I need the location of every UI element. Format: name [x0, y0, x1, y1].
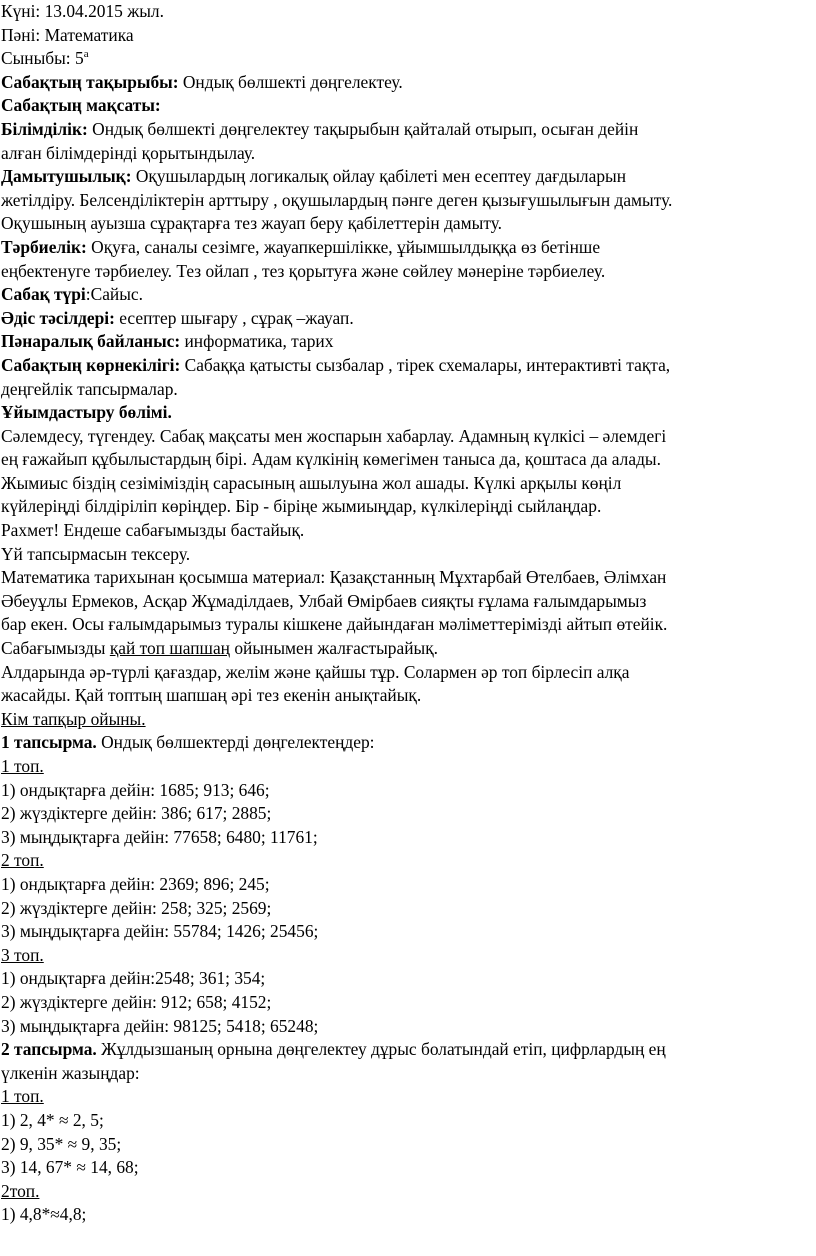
- organization-paragraph-line: күйлеріңді білдіріліп көріңдер. Бір - біріңе жымиыңдар, күлкілеріңді сыйлаңдар.: [1, 496, 602, 517]
- task2-item: 2) 9, 35* ≈ 9, 35;: [1, 1133, 122, 1154]
- upbringing-goal-label: Тәрбиелік:: [1, 236, 87, 257]
- upbringing-goal-line-2: еңбектенуге тәрбиелеу. Тез ойлап , тез қорытуға және сөйлеу мәнеріне тәрбиелеу.: [1, 260, 606, 281]
- organization-paragraph-line: Рахмет! Ендеше сабағымызды бастайық.: [1, 520, 305, 541]
- visual-aids-line-2: деңгейлік тапсырмалар.: [1, 378, 178, 399]
- task2-item: 3) 14, 67* ≈ 14, 68;: [1, 1157, 139, 1178]
- interdisciplinary-line: [1, 330, 816, 354]
- topic-line: [1, 71, 816, 95]
- task1-group2-title: 2 топ.: [1, 850, 44, 871]
- game-intro-text-a: Сабағымызды: [1, 638, 110, 659]
- task2-group1-title: 1 топ.: [1, 1086, 44, 1107]
- topic-label: Сабақтың тақырыбы:: [1, 71, 179, 92]
- second-game-title: Кім тапқыр ойыны.: [1, 708, 146, 729]
- game-instructions-line: Алдарында әр-түрлі қағаздар, желім және қайшы тұр. Солармен әр топ бірлесіп алқа: [1, 661, 630, 682]
- history-material-line: Математика тарихынан қосымша материал: Қазақстанның Мұхтарбай Өтелбаев, Әлімхан: [1, 567, 667, 588]
- upbringing-goal-line-1: [1, 236, 816, 260]
- task2-item: 1) 2, 4* ≈ 2, 5;: [1, 1109, 104, 1130]
- game-instructions-line: жасайды. Қай топтың шапшаң әрі тез екенін анықтайық.: [1, 685, 422, 706]
- topic-text: Ондық бөлшекті дөңгелектеу.: [178, 71, 403, 92]
- class-label: Сыныбы: 5: [1, 48, 84, 69]
- task1-text: Ондық бөлшектерді дөңгелектеңдер:: [96, 732, 375, 753]
- organization-paragraph-line: ең ғажайып құбылыстардың бірі. Адам күлкінің көмегімен таныса да, қоштаса да алады.: [1, 449, 661, 470]
- task1-item: 1) ондықтарға дейін: 2369; 896; 245;: [1, 873, 270, 894]
- task2-heading-line-1: [1, 1038, 816, 1062]
- interdisciplinary-label: Пәнаралық байланыс:: [1, 331, 181, 352]
- task1-label: 1 тапсырма.: [1, 732, 97, 753]
- class-line: [1, 47, 816, 71]
- task1-item: 3) мыңдықтарға дейін: 98125; 5418; 65248;: [1, 1015, 319, 1036]
- educational-goal-label: Білімділік:: [1, 118, 88, 139]
- subject-line: Пәні: Математика: [1, 24, 134, 45]
- task1-item: 1) ондықтарға дейін: 1685; 913; 646;: [1, 779, 270, 800]
- methods-text: есептер шығару , сұрақ –жауап.: [114, 307, 354, 328]
- task2-item: 1) 4,8*≈4,8;: [1, 1204, 87, 1225]
- educational-goal-text-1: Ондық бөлшекті дөңгелектеу тақырыбын қайталай отырып, осыған дейін: [87, 118, 639, 139]
- organization-paragraph-line: Жымиыс біздің сезіміміздің сарасының ашылуына жол ашады. Күлкі арқылы көңіл: [1, 472, 622, 493]
- task1-group1-title: 1 топ.: [1, 756, 44, 776]
- lesson-type-text: :Сайыс.: [85, 284, 143, 305]
- lesson-type-line: [1, 283, 816, 307]
- upbringing-goal-text-1: Оқуға, саналы сезімге, жауапкершілікке, ұйымшылдыққа өз бетінше: [86, 236, 601, 257]
- methods-line: [1, 307, 816, 331]
- developmental-goal-line-1: [1, 165, 816, 189]
- task2-heading-line-2: үлкенін жазыңдар:: [1, 1062, 140, 1083]
- visual-aids-line-1: [1, 354, 816, 378]
- educational-goal-line-1: [1, 118, 816, 142]
- goal-heading: Сабақтың мақсаты:: [1, 95, 161, 116]
- interdisciplinary-text: информатика, тарих: [180, 331, 334, 352]
- visual-aids-label: Сабақтың көрнекілігі:: [1, 354, 181, 375]
- organization-paragraph-line: Сәлемдесу, түгендеу. Сабақ мақсаты мен жоспарын хабарлау. Адамның күлкісі – әлемдегі: [1, 425, 667, 446]
- organization-heading: Ұйымдастыру бөлімі.: [1, 402, 172, 423]
- history-material-line: бар екен. Осы ғалымдарымыз туралы кішкене дайындаған мәліметтерімізді айтып өтейік.: [1, 614, 668, 635]
- visual-aids-text-1: Сабаққа қатысты сызбалар , тірек схемалары, интерактивті тақта,: [180, 354, 671, 375]
- task2-label: 2 тапсырма.: [1, 1039, 97, 1060]
- game-intro-line: [1, 637, 816, 661]
- task1-item: 2) жүздіктерге дейін: 386; 617; 2885;: [1, 803, 272, 824]
- task2-group2-title: 2топ.: [1, 1180, 40, 1201]
- homework-check-line: Үй тапсырмасын тексеру.: [1, 543, 191, 564]
- developmental-goal-label: Дамытушылық:: [1, 166, 132, 187]
- task1-heading: [1, 731, 816, 755]
- developmental-goal-line-2: жетілдіру. Белсенділіктерін арттыру , оқушылардың пәнге деген қызығушылығын дамыту.: [1, 189, 673, 210]
- task1-item: 1) ондықтарға дейін:2548; 361; 354;: [1, 968, 266, 989]
- task1-group3-title: 3 топ.: [1, 944, 44, 965]
- game-name: қай топ шапшаң: [109, 638, 230, 659]
- methods-label: Әдіс тәсілдері:: [1, 307, 115, 328]
- lesson-type-label: Сабақ түрі: [1, 284, 86, 305]
- task1-item: 2) жүздіктерге дейін: 912; 658; 4152;: [1, 991, 272, 1012]
- task2-text-1: Жұлдызшаның орнына дөңгелектеу дұрыс болатындай етіп, цифрлардың ең: [96, 1039, 666, 1060]
- educational-goal-line-2: алған білімдерінді қорытындылау.: [1, 142, 256, 163]
- history-material-line: Әбеуұлы Ермеков, Асқар Жұмаділдаев, Улбай Өмірбаев сияқты ғұлама ғалымдарымыз: [1, 590, 647, 611]
- game-intro-text-b: ойынымен жалғастырайық.: [229, 638, 439, 659]
- task1-item: 2) жүздіктерге дейін: 258; 325; 2569;: [1, 897, 272, 918]
- date-line: Күні: 13.04.2015 жыл.: [1, 1, 164, 21]
- task1-item: 3) мыңдықтарға дейін: 77658; 6480; 11761;: [1, 826, 318, 847]
- class-superscript: а: [83, 48, 89, 61]
- developmental-goal-text-1: Оқушылардың логикалық ойлау қабілеті мен есептеу дағдыларын: [131, 166, 627, 187]
- developmental-goal-line-3: Оқушының ауызша сұрақтарға тез жауап беру қабілеттерін дамыту.: [1, 213, 502, 234]
- task1-item: 3) мыңдықтарға дейін: 55784; 1426; 25456;: [1, 921, 319, 942]
